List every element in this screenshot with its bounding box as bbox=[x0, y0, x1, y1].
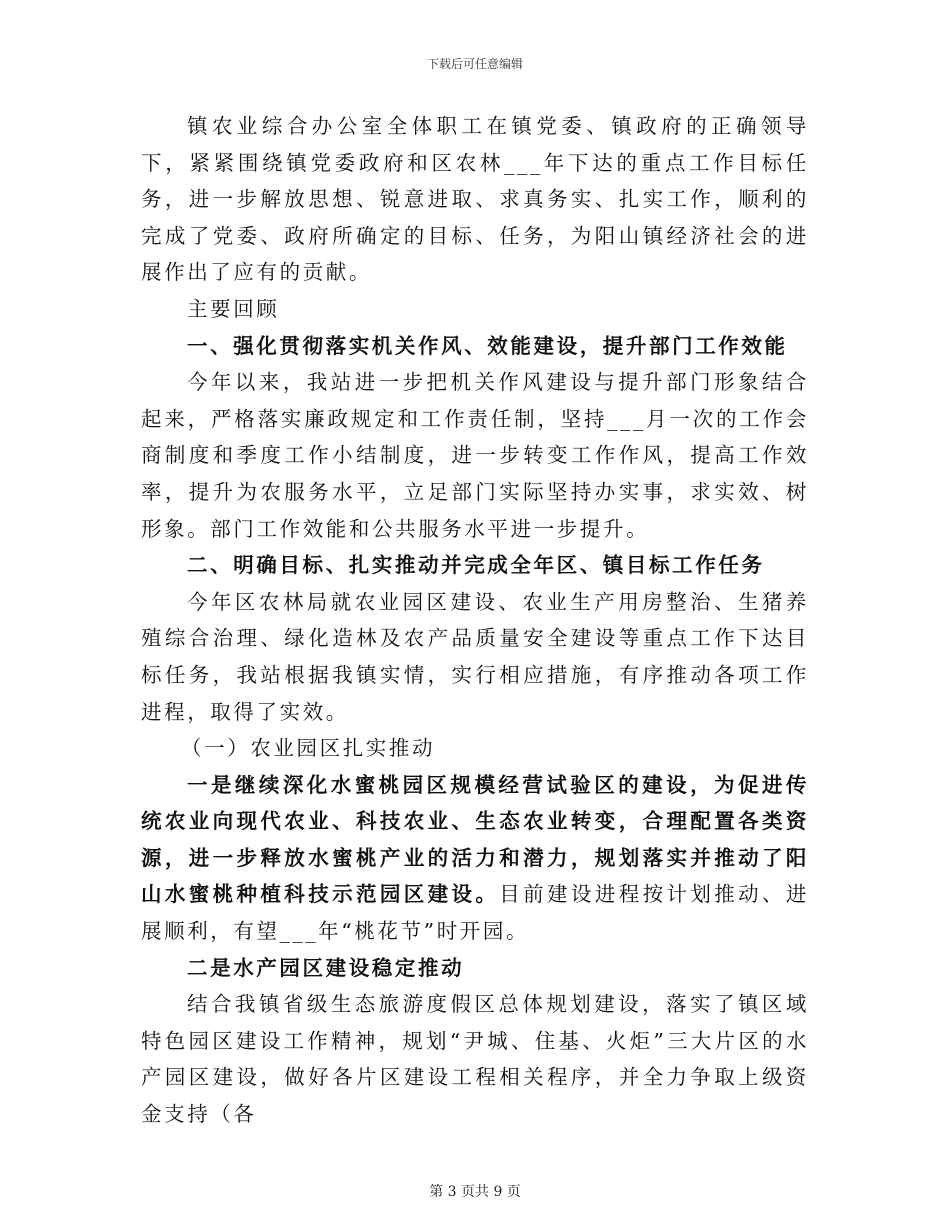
heading-aquatic-park: 二是水产园区建设稳定推动 bbox=[187, 955, 465, 980]
paragraph-section-1: 今年以来，我站进一步把机关作风建设与提升部门形象结合起来，严格落实廉政规定和工作责任制，坚持___月一次的工作会商制度和季度工作小结制度，进一步转变工作作风，提高工作效率，提升为农服务水平，立足部门实际坚持办实事，求实效、树形象。部门工作效能和公共服务水平进一步提升。 bbox=[141, 370, 809, 541]
heading-section-2: 二、明确目标、扎实推动并完成全年区、镇目标工作任务 bbox=[187, 553, 765, 578]
paragraph-aquatic-park: 结合我镇省级生态旅游度假区总体规划建设，落实了镇区域特色园区建设工作精神，规划“尹城、住基、火炬”三大片区的水产园区建设，做好各片区建设工程相关程序，并全力争取上级资金支持（各 bbox=[141, 992, 809, 1127]
heading-section-1: 一、强化贯彻落实机关作风、效能建设，提升部门工作效能 bbox=[187, 333, 788, 358]
page-footer: 第 3 页共 9 页 bbox=[429, 1184, 521, 1200]
peach-park-bold-text: 一是继续深化水蜜桃园区规模经营试验区的建设，为促进传统农业向现代农业、科技农业、生态农业转变，合理配置各类资源，进一步释放水蜜桃产业的活力和潜力，规划落实并推动了阳山水蜜桃种植科技示范园区建设。 bbox=[141, 772, 809, 907]
paragraph-section-2: 今年区农林局就农业园区建设、农业生产用房整治、生猪养殖综合治理、绿化造林及农产品质量安全建设等重点工作下达目标任务，我站根据我镇实情，实行相应措施，有序推动各项工作进程，取得了实效。 bbox=[141, 589, 809, 724]
peach-park-text: 目前建设进程按计划推动、进展顺利，有望___年“桃花节”时开园。 bbox=[141, 882, 809, 944]
document-body bbox=[141, 108, 809, 1133]
page-header: 下载后可任意编辑 bbox=[426, 57, 523, 71]
paragraph-intro: 镇农业综合办公室全体职工在镇党委、镇政府的正确领导下，紧紧围绕镇党委政府和区农林___年下达的重点工作目标任务，进一步解放思想、锐意进取、求真务实、扎实工作，顺利的完成了党委、政府所确定的目标、任务，为阳山镇经济社会的进展作出了应有的贡献。 bbox=[141, 114, 809, 285]
heading-subsection-1: （一）农业园区扎实推动 bbox=[181, 736, 436, 761]
paragraph-review-title: 主要回顾 bbox=[187, 296, 280, 321]
paragraph-peach-park bbox=[141, 767, 809, 950]
